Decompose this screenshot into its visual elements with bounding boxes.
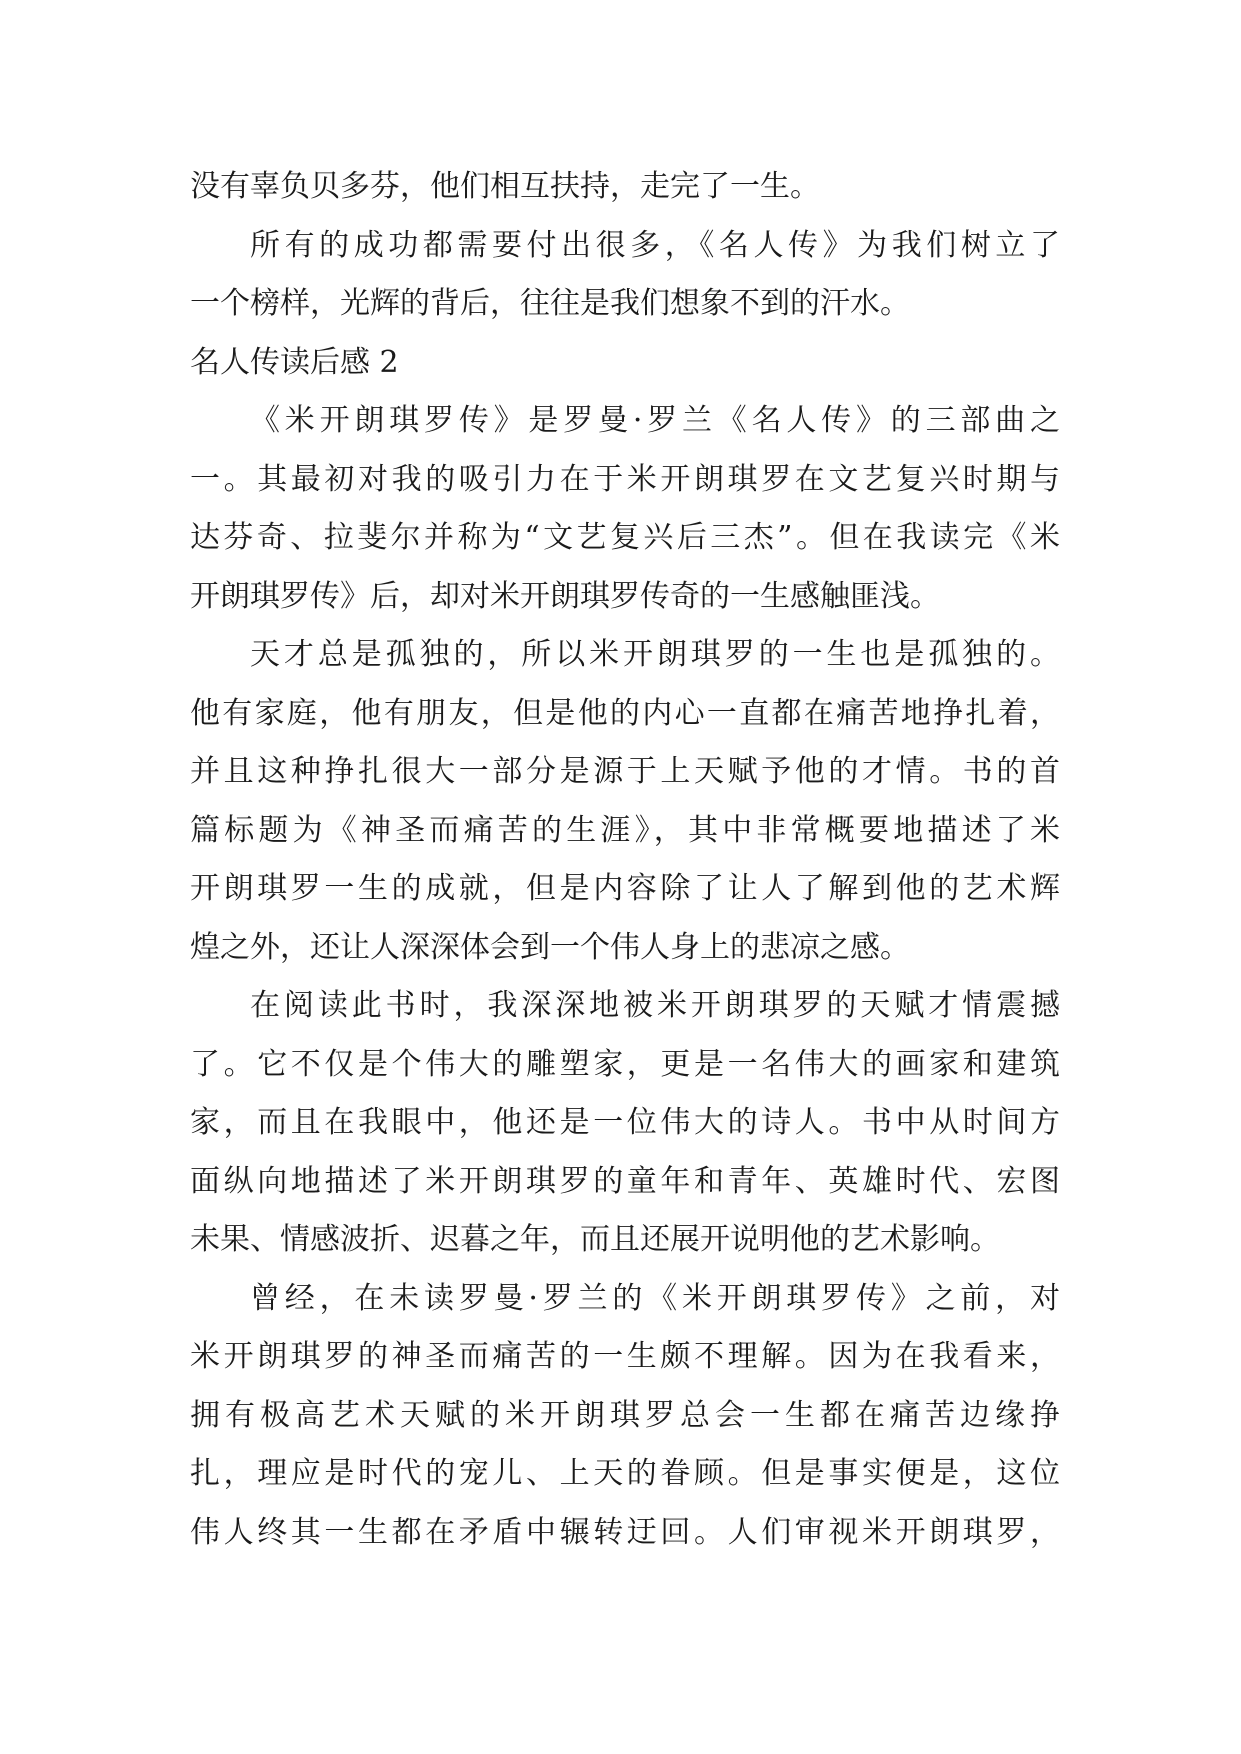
text-line: 开朗琪罗一生的成就，但是内容除了让人了解到他的艺术辉: [190, 871, 1060, 906]
text-line: 面纵向地描述了米开朗琪罗的童年和青年、英雄时代、宏图: [190, 1163, 1060, 1199]
text-line: 煌之外，还让人深深体会到一个伟人身上的悲凉之感。: [190, 929, 910, 965]
section-heading: 名人传读后感 2: [190, 344, 399, 380]
text-line: 了。它不仅是个伟大的雕塑家，更是一名伟大的画家和建筑: [190, 1046, 1060, 1082]
text-line: 开朗琪罗传》后，却对米开朗琪罗传奇的一生感触匪浅。: [190, 578, 940, 614]
text-line: 一。其最初对我的吸引力在于米开朗琪罗在文艺复兴时期与: [190, 461, 1060, 497]
text-line: 篇标题为《神圣而痛苦的生涯》，其中非常概要地描述了米: [190, 812, 1060, 848]
text-line: 扎，理应是时代的宠儿、上天的眷顾。但是事实便是，这位: [190, 1456, 1060, 1491]
text-line: 未果、情感波折、迟暮之年，而且还展开说明他的艺术影响。: [190, 1222, 1000, 1257]
document-page: [190, 158, 1060, 1562]
text-line: 家，而且在我眼中，他还是一位伟大的诗人。书中从时间方: [190, 1105, 1060, 1140]
text-line: 所有的成功都需要付出很多，《名人传》为我们树立了: [250, 227, 1060, 263]
text-line: 在阅读此书时，我深深地被米开朗琪罗的天赋才情震撼: [250, 988, 1060, 1023]
text-line: 米开朗琪罗的神圣而痛苦的一生颇不理解。因为在我看来，: [190, 1339, 1060, 1374]
text-line: 并且这种挣扎很大一部分是源于上天赋予他的才情。书的首: [190, 754, 1060, 789]
text-line: 伟人终其一生都在矛盾中辗转迂回。人们审视米开朗琪罗，: [190, 1514, 1060, 1550]
text-line: 拥有极高艺术天赋的米开朗琪罗总会一生都在痛苦边缘挣: [190, 1397, 1060, 1433]
text-line: 达芬奇、拉斐尔并称为“文艺复兴后三杰”。但在我读完《米: [190, 520, 1060, 555]
text-line: 一个榜样，光辉的背后，往往是我们想象不到的汗水。: [190, 286, 910, 321]
text-line: 他有家庭，他有朋友，但是他的内心一直都在痛苦地挣扎着，: [190, 695, 1060, 731]
text-line: 曾经，在未读罗曼·罗兰的《米开朗琪罗传》之前，对: [250, 1280, 1060, 1316]
text-line: 《米开朗琪罗传》是罗曼·罗兰《名人传》的三部曲之: [250, 403, 1060, 438]
text-line: 没有辜负贝多芬，他们相互扶持，走完了一生。: [190, 169, 820, 204]
text-line: 天才总是孤独的，所以米开朗琪罗的一生也是孤独的。: [250, 637, 1060, 672]
